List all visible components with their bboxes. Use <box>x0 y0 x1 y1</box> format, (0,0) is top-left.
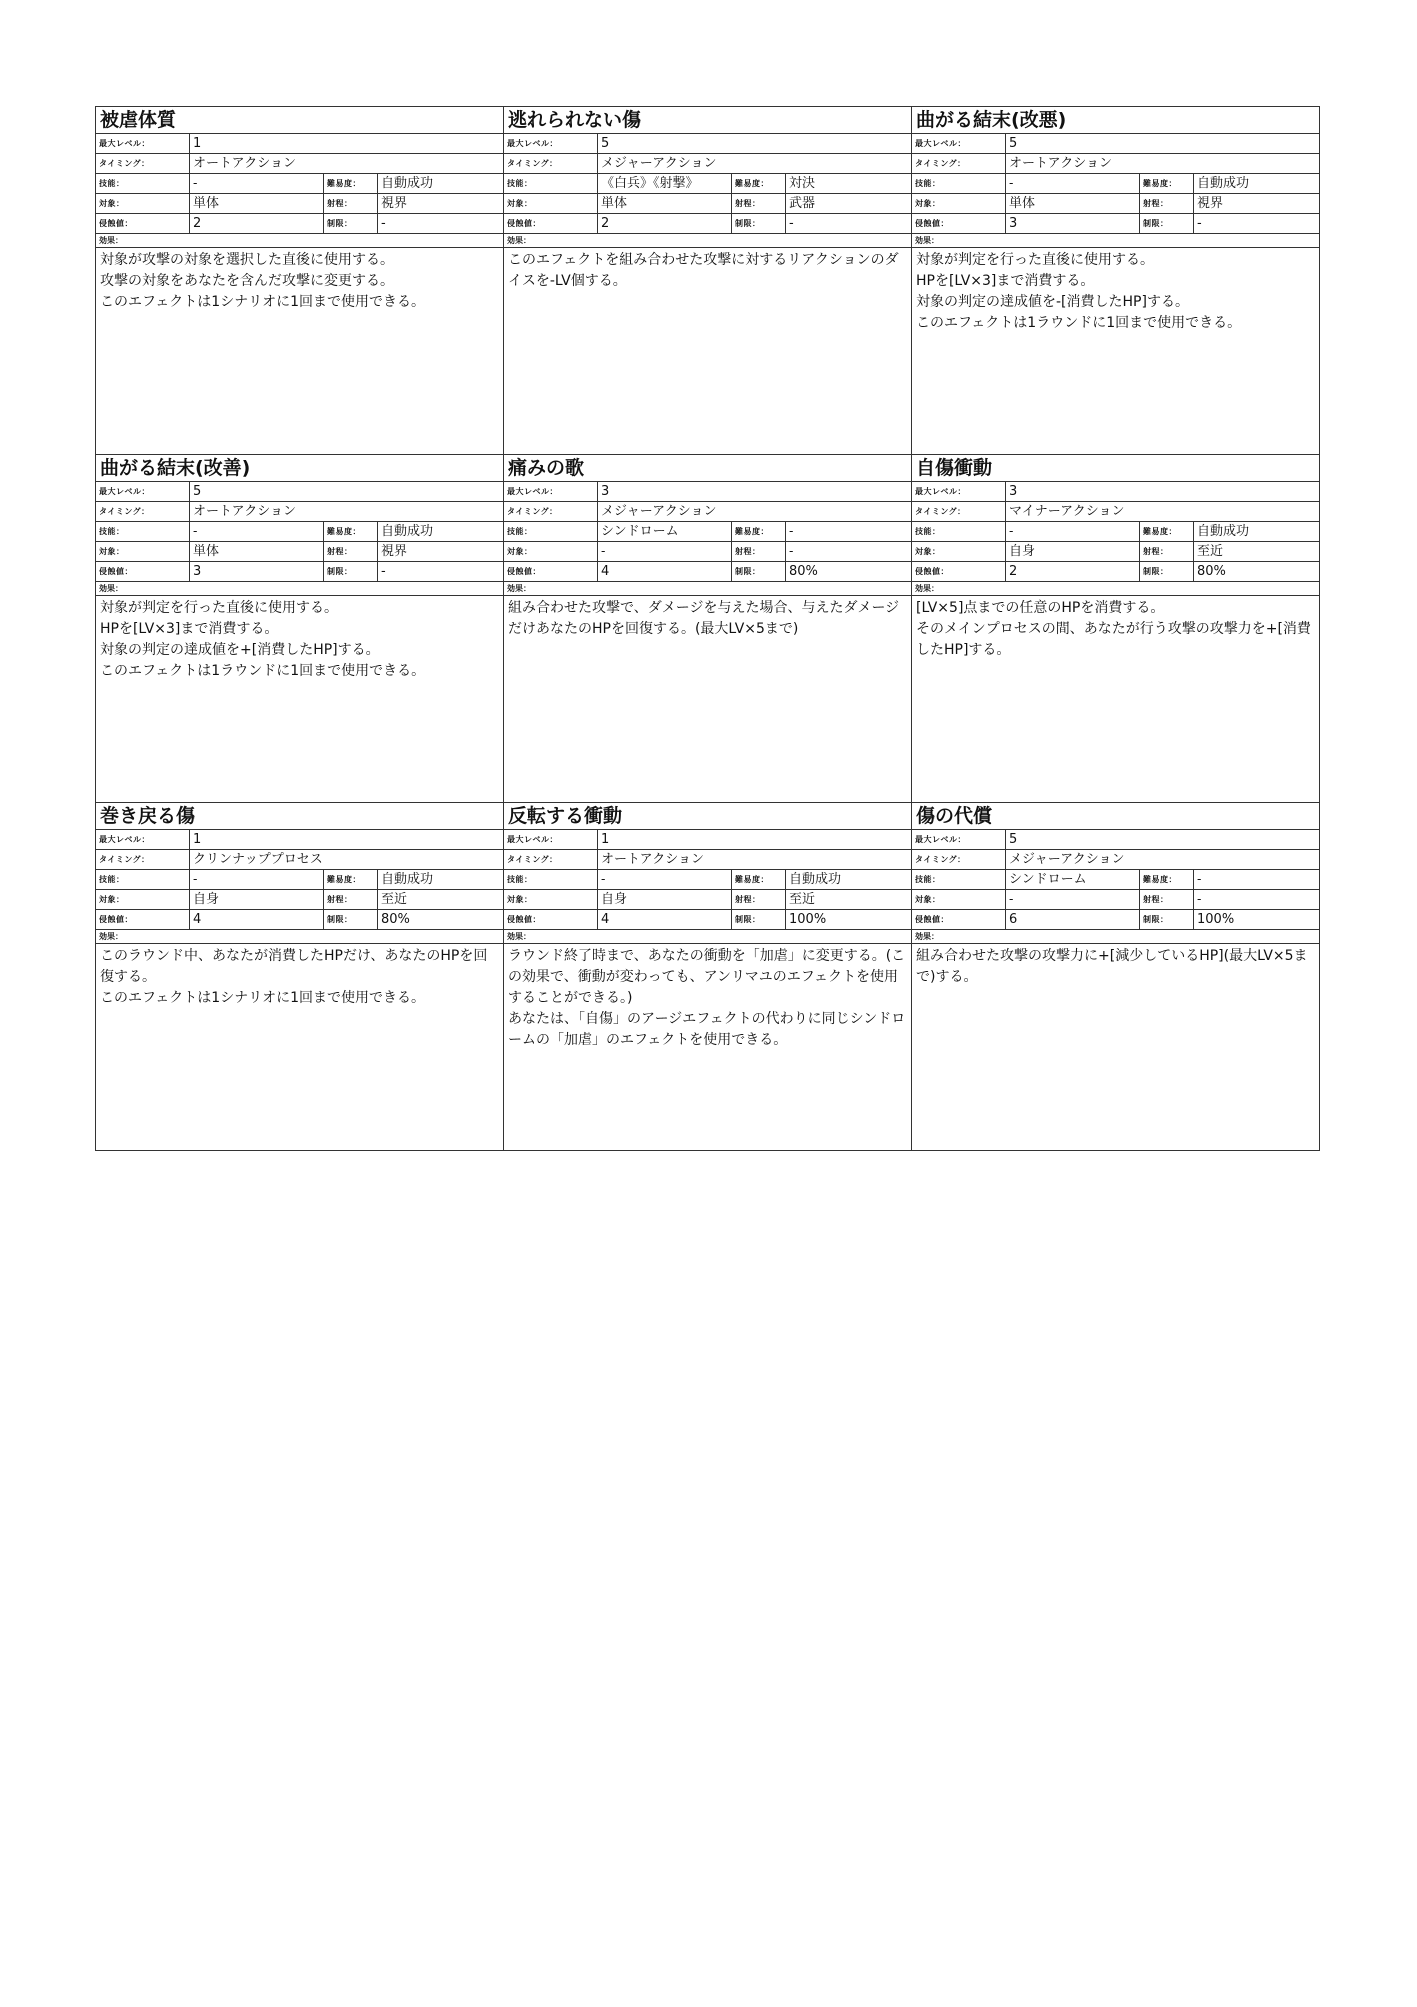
skill-label: 技能： <box>504 870 598 889</box>
effect-label: 効果： <box>507 584 531 593</box>
timing-row <box>504 502 911 522</box>
effect-name: 被虐体質 <box>96 107 503 134</box>
max-level-value: 5 <box>193 484 202 499</box>
limit-value: 80% <box>1197 564 1226 579</box>
difficulty-label: 難易度： <box>732 870 786 889</box>
effect-name: 自傷衝動 <box>912 455 1319 482</box>
effect-card <box>912 803 1320 1151</box>
range-label: 射程： <box>324 890 378 909</box>
effect-label-row <box>912 582 1319 596</box>
range-value: - <box>1197 892 1202 907</box>
erosion-label: 侵蝕値： <box>96 910 190 929</box>
skill-row <box>504 174 911 194</box>
erosion-value: 2 <box>598 214 732 233</box>
max-level-label: 最大レベル： <box>504 134 598 153</box>
timing-label: タイミング： <box>504 850 598 869</box>
range-label: 射程： <box>1140 890 1194 909</box>
skill-row <box>912 174 1319 194</box>
effect-label-row <box>96 582 503 596</box>
erosion-value: 4 <box>598 910 732 929</box>
max-level-row <box>504 830 911 850</box>
max-level-value: 3 <box>601 484 610 499</box>
target-label: 対象： <box>912 542 1006 561</box>
effect-label-row <box>504 582 911 596</box>
effect-name: 痛みの歌 <box>504 455 911 482</box>
max-level-row <box>504 482 911 502</box>
target-value: 単体 <box>190 194 324 213</box>
target-row <box>96 890 503 910</box>
effect-label-row <box>912 234 1319 248</box>
erosion-value: 6 <box>1006 910 1140 929</box>
erosion-row <box>504 910 911 930</box>
range-value: 至近 <box>1197 544 1224 559</box>
effect-card <box>504 455 912 803</box>
timing-label: タイミング： <box>912 850 1006 869</box>
target-value: 単体 <box>190 542 324 561</box>
target-row <box>912 890 1319 910</box>
effect-label: 効果： <box>99 584 123 593</box>
range-value: 視界 <box>381 544 408 559</box>
timing-label: タイミング： <box>96 850 190 869</box>
erosion-row <box>96 910 503 930</box>
difficulty-value: 自動成功 <box>789 872 842 887</box>
effect-card <box>912 455 1320 803</box>
effect-name: 逃れられない傷 <box>504 107 911 134</box>
skill-value: - <box>1006 522 1140 541</box>
range-label: 射程： <box>732 542 786 561</box>
range-value: 至近 <box>381 892 408 907</box>
range-value: - <box>789 544 794 559</box>
max-level-value: 1 <box>193 136 202 151</box>
skill-label: 技能： <box>96 522 190 541</box>
timing-value: オートアクション <box>1009 156 1112 171</box>
erosion-row <box>912 910 1319 930</box>
max-level-row <box>912 830 1319 850</box>
difficulty-label: 難易度： <box>324 870 378 889</box>
erosion-value: 2 <box>1006 562 1140 581</box>
effect-label: 効果： <box>99 236 123 245</box>
erosion-label: 侵蝕値： <box>504 214 598 233</box>
timing-label: タイミング： <box>912 502 1006 521</box>
target-label: 対象： <box>96 194 190 213</box>
limit-label: 制限： <box>732 214 786 233</box>
limit-label: 制限： <box>324 910 378 929</box>
limit-label: 制限： <box>324 562 378 581</box>
effect-label: 効果： <box>99 932 123 941</box>
max-level-value: 3 <box>1009 484 1018 499</box>
effect-label-row <box>96 930 503 944</box>
erosion-label: 侵蝕値： <box>504 910 598 929</box>
skill-label: 技能： <box>912 870 1006 889</box>
limit-label: 制限： <box>732 562 786 581</box>
skill-label: 技能： <box>912 174 1006 193</box>
erosion-label: 侵蝕値： <box>504 562 598 581</box>
difficulty-label: 難易度： <box>1140 870 1194 889</box>
timing-row <box>912 154 1319 174</box>
erosion-value: 3 <box>1006 214 1140 233</box>
target-row <box>96 542 503 562</box>
range-value: 至近 <box>789 892 816 907</box>
erosion-label: 侵蝕値： <box>912 562 1006 581</box>
skill-row <box>504 870 911 890</box>
limit-value: 80% <box>789 564 818 579</box>
range-value: 視界 <box>1197 196 1224 211</box>
target-label: 対象： <box>912 194 1006 213</box>
range-value: 視界 <box>381 196 408 211</box>
target-label: 対象： <box>96 890 190 909</box>
effect-card <box>96 107 504 455</box>
limit-value: - <box>1197 216 1202 231</box>
erosion-value: 2 <box>190 214 324 233</box>
limit-label: 制限： <box>324 214 378 233</box>
difficulty-label: 難易度： <box>324 522 378 541</box>
timing-row <box>912 850 1319 870</box>
erosion-label: 侵蝕値： <box>96 562 190 581</box>
timing-row <box>96 502 503 522</box>
skill-label: 技能： <box>96 870 190 889</box>
effect-label: 効果： <box>915 236 939 245</box>
timing-label: タイミング： <box>96 502 190 521</box>
difficulty-value: 自動成功 <box>1197 176 1250 191</box>
target-value: 単体 <box>1006 194 1140 213</box>
max-level-value: 5 <box>1009 136 1018 151</box>
skill-row <box>912 522 1319 542</box>
skill-value: - <box>598 870 732 889</box>
skill-row <box>96 174 503 194</box>
effect-card <box>96 455 504 803</box>
limit-value: 100% <box>789 912 827 927</box>
effect-text: 組み合わせた攻撃で、ダメージを与えた場合、与えたダメージだけあなたのHPを回復する。(最大LV×5まで) <box>508 600 900 637</box>
timing-label: タイミング： <box>912 154 1006 173</box>
effect-text: 対象が判定を行った直後に使用する。 HPを[LV×3]まで消費する。 対象の判定の達成値を-[消費したHP]する。 このエフェクトは1ラウンドに1回まで使用できる。 <box>916 252 1242 331</box>
timing-value: メジャーアクション <box>601 504 717 519</box>
target-value: 自身 <box>190 890 324 909</box>
range-value: 武器 <box>789 196 816 211</box>
difficulty-label: 難易度： <box>1140 174 1194 193</box>
max-level-label: 最大レベル： <box>504 830 598 849</box>
erosion-row <box>504 562 911 582</box>
effect-label-row <box>504 234 911 248</box>
effect-name: 反転する衝動 <box>504 803 911 830</box>
target-row <box>504 542 911 562</box>
effect-text: このエフェクトを組み合わせた攻撃に対するリアクションのダイスを-LV個する。 <box>508 252 899 289</box>
max-level-label: 最大レベル： <box>912 134 1006 153</box>
timing-row <box>96 154 503 174</box>
range-label: 射程： <box>324 194 378 213</box>
max-level-label: 最大レベル： <box>96 134 190 153</box>
effect-name: 傷の代償 <box>912 803 1319 830</box>
difficulty-label: 難易度： <box>324 174 378 193</box>
range-label: 射程： <box>732 194 786 213</box>
target-label: 対象： <box>504 194 598 213</box>
timing-value: クリンナッププロセス <box>193 852 323 867</box>
max-level-row <box>912 134 1319 154</box>
card-row <box>96 107 1320 455</box>
timing-value: オートアクション <box>601 852 704 867</box>
effect-text: このラウンド中、あなたが消費したHPだけ、あなたのHPを回復する。 このエフェクトは1シナリオに1回まで使用できる。 <box>100 948 488 1006</box>
max-level-label: 最大レベル： <box>504 482 598 501</box>
erosion-value: 4 <box>598 562 732 581</box>
max-level-row <box>96 134 503 154</box>
effect-card <box>96 803 504 1151</box>
timing-label: タイミング： <box>504 154 598 173</box>
difficulty-value: 対決 <box>789 176 816 191</box>
max-level-value: 1 <box>601 832 610 847</box>
timing-row <box>912 502 1319 522</box>
max-level-row <box>96 482 503 502</box>
erosion-row <box>912 214 1319 234</box>
effect-label: 効果： <box>507 932 531 941</box>
max-level-label: 最大レベル： <box>912 482 1006 501</box>
target-label: 対象： <box>504 542 598 561</box>
timing-value: オートアクション <box>193 156 296 171</box>
timing-value: メジャーアクション <box>1009 852 1125 867</box>
skill-value: - <box>1006 174 1140 193</box>
target-row <box>504 890 911 910</box>
target-row <box>504 194 911 214</box>
max-level-value: 5 <box>1009 832 1018 847</box>
difficulty-value: 自動成功 <box>381 176 434 191</box>
timing-row <box>504 154 911 174</box>
limit-value: - <box>381 564 386 579</box>
effect-text: 組み合わせた攻撃の攻撃力に+[減少しているHP](最大LV×5まで)する。 <box>916 948 1308 985</box>
difficulty-value: 自動成功 <box>381 872 434 887</box>
target-row <box>912 542 1319 562</box>
difficulty-label: 難易度： <box>1140 522 1194 541</box>
skill-value: シンドローム <box>1006 870 1140 889</box>
target-value: 自身 <box>1006 542 1140 561</box>
limit-label: 制限： <box>1140 562 1194 581</box>
max-level-label: 最大レベル： <box>912 830 1006 849</box>
target-label: 対象： <box>504 890 598 909</box>
erosion-row <box>96 562 503 582</box>
limit-label: 制限： <box>1140 214 1194 233</box>
effect-label: 効果： <box>915 932 939 941</box>
max-level-value: 1 <box>193 832 202 847</box>
skill-label: 技能： <box>504 174 598 193</box>
target-label: 対象： <box>96 542 190 561</box>
skill-label: 技能： <box>504 522 598 541</box>
effect-card <box>504 803 912 1151</box>
effect-label-row <box>504 930 911 944</box>
limit-value: 100% <box>1197 912 1235 927</box>
timing-label: タイミング： <box>96 154 190 173</box>
max-level-row <box>96 830 503 850</box>
target-label: 対象： <box>912 890 1006 909</box>
effect-text: 対象が判定を行った直後に使用する。 HPを[LV×3]まで消費する。 対象の判定の達成値を+[消費したHP]する。 このエフェクトは1ラウンドに1回まで使用できる。 <box>100 600 426 679</box>
max-level-row <box>504 134 911 154</box>
effect-name: 巻き戻る傷 <box>96 803 503 830</box>
limit-value: 80% <box>381 912 410 927</box>
limit-label: 制限： <box>1140 910 1194 929</box>
effect-card <box>912 107 1320 455</box>
erosion-row <box>504 214 911 234</box>
skill-value: シンドローム <box>598 522 732 541</box>
card-row <box>96 803 1320 1151</box>
timing-value: マイナーアクション <box>1009 504 1125 519</box>
effect-text: ラウンド終了時まで、あなたの衝動を「加虐」に変更する。(この効果で、衝動が変わっても、アンリマユのエフェクトを使用することができる。) あなたは、「自傷」のアージエフェクトの代わりに同じシンドロームの「加虐」のエフェクトを使用できる。 <box>508 948 906 1048</box>
effect-text: 対象が攻撃の対象を選択した直後に使用する。 攻撃の対象をあなたを含んだ攻撃に変更する。 このエフェクトは1シナリオに1回まで使用できる。 <box>100 252 425 310</box>
erosion-value: 3 <box>190 562 324 581</box>
max-level-label: 最大レベル： <box>96 482 190 501</box>
range-label: 射程： <box>1140 542 1194 561</box>
limit-value: - <box>789 216 794 231</box>
max-level-label: 最大レベル： <box>96 830 190 849</box>
skill-value: - <box>190 870 324 889</box>
skill-value: - <box>190 174 324 193</box>
effect-label-row <box>96 234 503 248</box>
target-value: - <box>1006 890 1140 909</box>
target-row <box>912 194 1319 214</box>
target-value: 単体 <box>598 194 732 213</box>
target-value: 自身 <box>598 890 732 909</box>
erosion-label: 侵蝕値： <box>912 214 1006 233</box>
skill-label: 技能： <box>912 522 1006 541</box>
timing-label: タイミング： <box>504 502 598 521</box>
max-level-value: 5 <box>601 136 610 151</box>
timing-row <box>504 850 911 870</box>
effect-label: 効果： <box>915 584 939 593</box>
skill-row <box>96 522 503 542</box>
limit-value: - <box>381 216 386 231</box>
difficulty-value: 自動成功 <box>1197 524 1250 539</box>
timing-value: オートアクション <box>193 504 296 519</box>
card-row <box>96 455 1320 803</box>
limit-label: 制限： <box>732 910 786 929</box>
effect-sheet <box>95 106 1320 1151</box>
skill-value: - <box>190 522 324 541</box>
difficulty-value: 自動成功 <box>381 524 434 539</box>
difficulty-value: - <box>1197 872 1202 887</box>
effect-name: 曲がる結末(改善) <box>96 455 503 482</box>
target-value: - <box>598 542 732 561</box>
skill-row <box>96 870 503 890</box>
effect-label-row <box>912 930 1319 944</box>
effect-text: [LV×5]点までの任意のHPを消費する。 そのメインプロセスの間、あなたが行う攻撃の攻撃力を+[消費したHP]する。 <box>916 600 1311 658</box>
range-label: 射程： <box>1140 194 1194 213</box>
skill-label: 技能： <box>96 174 190 193</box>
skill-row <box>912 870 1319 890</box>
timing-value: メジャーアクション <box>601 156 717 171</box>
difficulty-label: 難易度： <box>732 174 786 193</box>
effect-label: 効果： <box>507 236 531 245</box>
skill-row <box>504 522 911 542</box>
erosion-row <box>912 562 1319 582</box>
difficulty-value: - <box>789 524 794 539</box>
erosion-label: 侵蝕値： <box>96 214 190 233</box>
erosion-value: 4 <box>190 910 324 929</box>
max-level-row <box>912 482 1319 502</box>
difficulty-label: 難易度： <box>732 522 786 541</box>
target-row <box>96 194 503 214</box>
range-label: 射程： <box>732 890 786 909</box>
erosion-label: 侵蝕値： <box>912 910 1006 929</box>
erosion-row <box>96 214 503 234</box>
effect-name: 曲がる結末(改悪) <box>912 107 1319 134</box>
effect-card <box>504 107 912 455</box>
range-label: 射程： <box>324 542 378 561</box>
timing-row <box>96 850 503 870</box>
skill-value: 《白兵》《射撃》 <box>598 174 732 193</box>
